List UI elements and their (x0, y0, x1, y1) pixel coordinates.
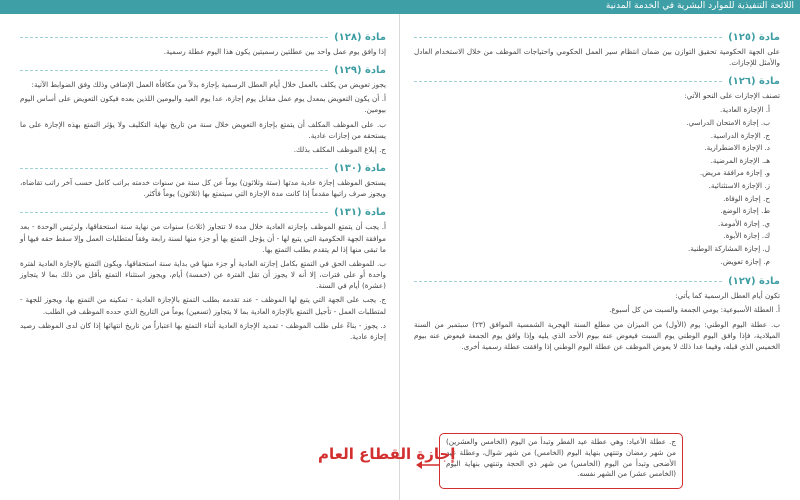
article-text: إذا وافق يوم عمل واحد بين عطلتين رسميتين يكون هذا اليوم عطلة رسمية. (163, 47, 386, 56)
highlighted-text: ج. عطلة الأعياد: وهي عطلة عيد الفطر وتبدأ من اليوم (الخامس والعشرين) من شهر رمضان وتنتهي بنهاية اليوم (الخامس) من شهر شوال، وعطلة عيد الأضحى وتبدأ من اليوم (الخامس) من شهر ذي الحجة وتنتهي بنهاية اليوم (الخامس عشر) من الشهر نفسه. (446, 437, 676, 479)
list-item: ك. إجازة الأبوة. (723, 231, 770, 241)
article-rule (20, 168, 328, 169)
list-item: ح. إجازة الوفاة. (723, 193, 770, 203)
list-item: أ. الإجازة العادية. (719, 105, 770, 115)
article-title: مادة (١٢٨) (334, 32, 386, 43)
article-text: ب. على الموظف المكلف أن يتمتع بإجازة التعويض خلال سنة من تاريخ نهاية التكليف ولا يؤثر التمتع بهذه الإجازة على ما يستحقه من إجازات عادية. (20, 119, 386, 140)
article-text: على الجهة الحكومية تحقيق التوازن بين ضمان انتظام سير العمل الحكومي واحتياجات الموظف من خلال الاستخدام العادل والأمثل للإجازات. (414, 47, 780, 68)
article-header (414, 32, 780, 43)
highlight-box (439, 433, 683, 489)
article-text: ج. يجب على الجهة التي يتبع لها الموظف - عند تقدمه بطلب التمتع بالإجازة العادية - تمكينه من التمتع بها، ويجوز للجهة - لمتطلبات العمل - تأجيل التمتع بالإجازة العادية بما لا يتجاوز (تسعين) يوماً من التاريخ الذي حدده الموظف في الطلب. (20, 295, 386, 316)
article-header (414, 76, 780, 87)
article-text: ب. عطلة اليوم الوطني: يوم (الأول) من الميزان من مطلع السنة الهجرية الشمسية الموافق (٢٣) سبتمبر من السنة الميلادية، فإذا وافق اليوم الوطني يوم السبت فيعوض عنه بيوم الأحد الذي يليه وإذا وافق يوم الجمعة فيعوض عنه بيوم الخميس الذي قبله، وفيما عدا ذلك لا يعوض الموظف عن عطلة اليوم الوطني إذا وافقت عطلة رسمية أخرى. (414, 319, 780, 351)
article-title: مادة (١٢٦) (728, 76, 780, 88)
list-item: م. إجازة تعويض. (720, 256, 770, 266)
article-rule (414, 81, 722, 82)
article-title: مادة (١٢٥) (728, 32, 780, 43)
list-item: و. إجازة مرافقة مريض. (699, 168, 770, 178)
article-131 (20, 207, 386, 342)
article-127 (414, 276, 780, 352)
article-128 (20, 32, 386, 57)
article-126 (414, 76, 780, 268)
article-header (414, 276, 780, 287)
article-rule (414, 37, 722, 38)
article-text: ج. إبلاغ الموظف المكلف بذلك. (293, 144, 386, 154)
article-text: ب. للموظف الحق في التمتع بكامل إجازته العادية أو جزء منها في بداية سنة استحقاقها، ويكون التمتع بالإجازة العادية لفترة واحدة أو على فترات، إلا أنه لا يجوز أن تقل الفترة عن (خمسة) أيام، ويجوز استثناء التمتع بأقل من ذلك بما لا يتجاوز (عشرة) أيام في السنة. (20, 258, 386, 291)
article-text: أ. العطلة الأسبوعية: يومي الجمعة والسبت من كل أسبوع. (609, 305, 780, 315)
left-page (0, 14, 400, 500)
list-item: هـ. الإجازة المرضية. (710, 155, 770, 165)
article-text: يستحق الموظف إجازة عادية مدتها (ستة وثلاثون) يوماً عن كل سنة من سنوات خدمته براتب كامل حسب آخر راتب تقاضاه، ويجوز صرف راتبها مقدماً إذا كانت مدة الإجازة التي سيتمتع بها (ثلاثون) يوماً فأكثر. (20, 178, 386, 199)
list-item: ل. إجازة المشاركة الوطنية. (687, 244, 770, 253)
document-title: اللائحة التنفيذية للموارد البشرية في الخدمة المدنية (605, 1, 794, 11)
right-page (400, 14, 800, 500)
article-rule (20, 212, 328, 213)
list-item: ي. إجازة الأمومة. (718, 218, 770, 228)
list-item: ز. الإجازة الاستثنائية. (708, 181, 770, 191)
article-130 (20, 163, 386, 199)
list-item: ج. الإجازة الدراسية. (710, 130, 770, 140)
article-header (20, 32, 386, 43)
header-bar (0, 0, 800, 14)
article-text: تكون أيام العطل الرسمية كما يأتي: (675, 291, 780, 301)
article-text: أ. يجب أن يتمتع الموظف بإجازته العادية خلال مدة لا تتجاوز (ثلاث) سنوات من نهاية سنة استحقاقها، ولرئيس الوحدة - بعد موافقة الجهة الحكومية التي يتبع لها - أن يؤجل التمتع بها أو جزء منها لسنة رابعة وفقاً لمتطلبات العمل وإلا سقط حقه فيها أو ما تبقى منها إذا لم يتقدم بطلب التمتع بها. (20, 222, 386, 254)
leave-types-list (414, 104, 780, 268)
article-title: مادة (١٢٧) (728, 276, 780, 288)
list-item: د. الإجازة الاضطرارية. (704, 143, 770, 153)
article-rule (20, 70, 328, 71)
article-rule (414, 281, 722, 282)
list-item: ب. إجازة الامتحان الدراسي. (686, 118, 770, 128)
article-title: مادة (١٢٩) (334, 65, 386, 77)
article-125 (414, 32, 780, 68)
annotation-label: إجازة القطاع العام (318, 445, 456, 463)
article-header (20, 207, 386, 218)
article-text: أ. أن يكون التعويض بمعدل يوم عمل مقابل يوم إجازة، عدا يوم العيد واليومين اللذين بعده فيكون التعويض على أساس اليوم بيومين. (20, 94, 386, 115)
article-text: يجوز تعويض من يكلف بالعمل خلال أيام العطل الرسمية بإجازة بدلاً من مكافأة العمل الإضافي وذلك وفق الضوابط الآتية: (31, 80, 386, 90)
article-rule (20, 37, 328, 38)
article-129 (20, 65, 386, 155)
list-item: ط. إجازة الوضع. (720, 206, 770, 216)
article-title: مادة (١٣١) (334, 207, 386, 219)
article-title: مادة (١٣٠) (334, 163, 386, 175)
article-header (20, 65, 386, 76)
article-text: د. يجوز - بناءً على طلب الموظف - تمديد الإجازة العادية أثناء التمتع بها اعتباراً من تاريخ انتهائها إذا كان لدى الموظف رصيد إجازة عادية. (20, 320, 386, 341)
article-header (20, 163, 386, 174)
article-intro: تصنف الإجازات على النحو الآتي: (684, 91, 780, 101)
